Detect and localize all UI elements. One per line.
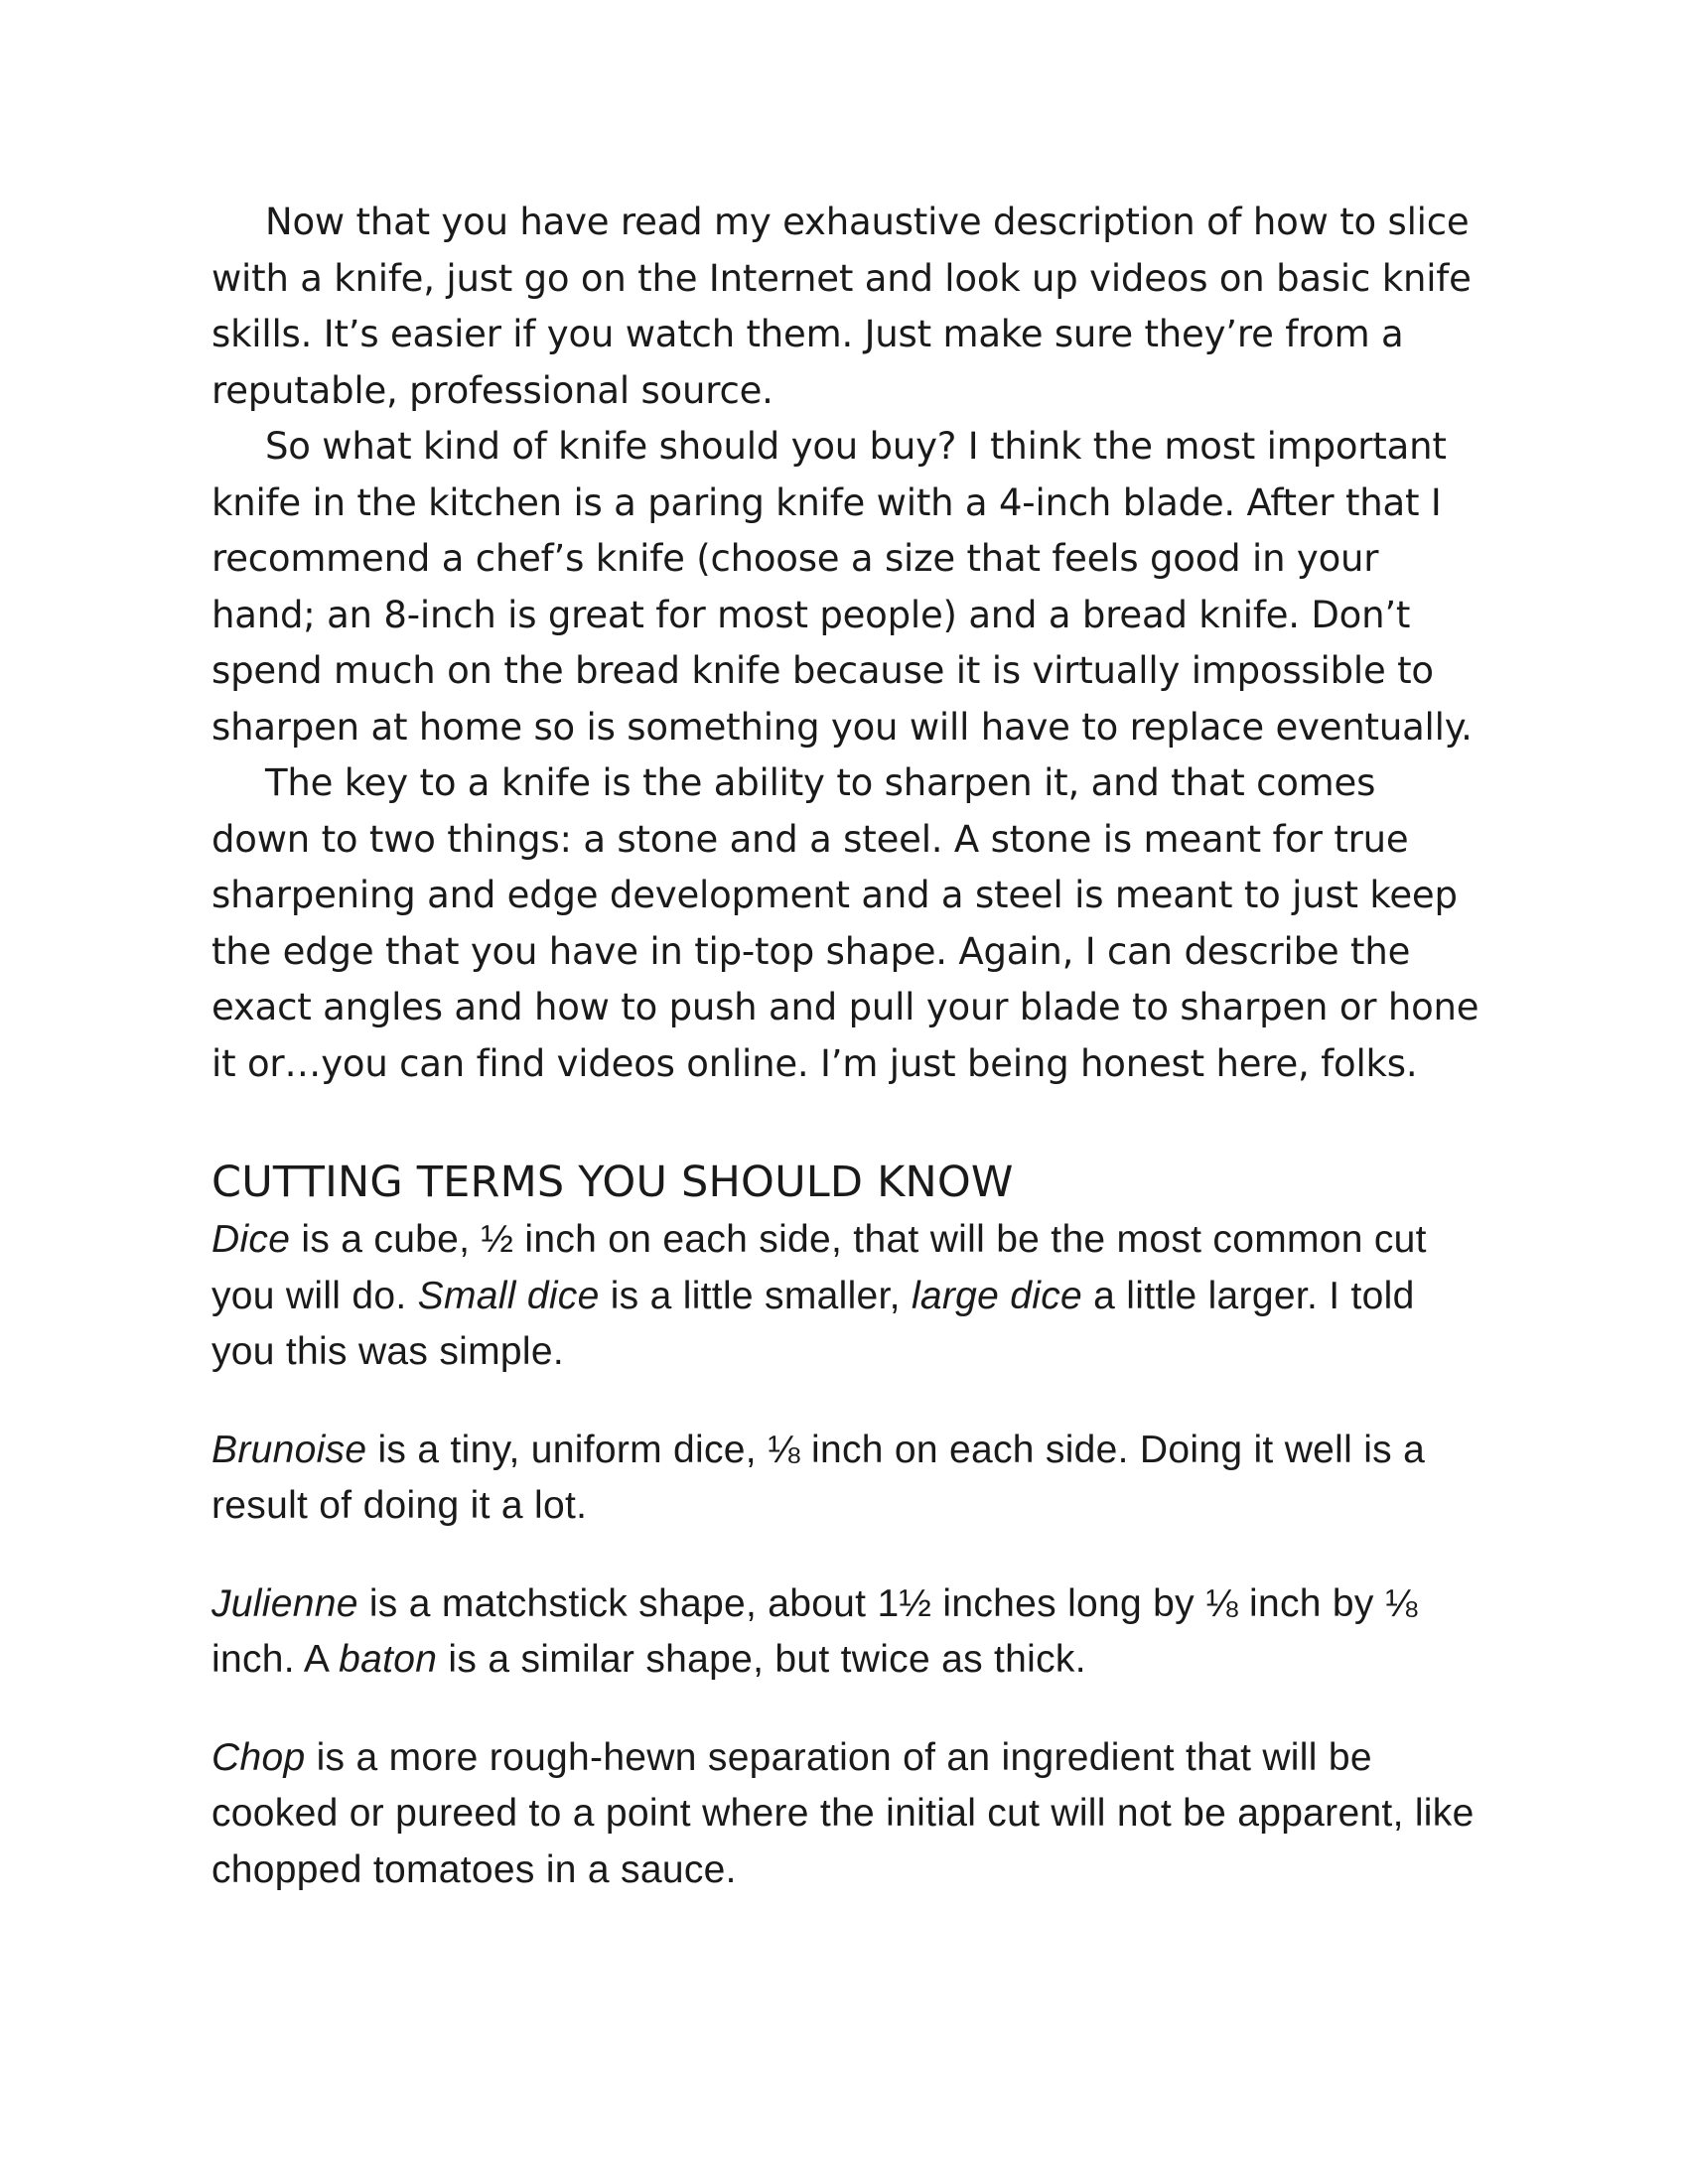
term-name: Brunoise <box>211 1428 367 1471</box>
term-name: Small dice <box>417 1274 600 1317</box>
term-brunoise <box>211 1423 1482 1535</box>
term-name: large dice <box>911 1274 1083 1317</box>
term-text: a little larger. I told you this was simple. <box>211 1274 1415 1373</box>
term-text: is a more rough-hewn separation of an ingredient that will be cooked or pureed to a point where the initial cut will not be apparent, like chopped tomatoes in a sauce. <box>211 1735 1475 1891</box>
term-name: Chop <box>211 1735 306 1779</box>
paragraph-sharpening: The key to a knife is the ability to sharpen it, and that comes down to two things: a stone and a steel. A stone is meant for true sharpening and edge development and a steel is meant to just keep the edge that you have in tip-top shape. Again, I can describe the exact angles and how to push and pull your blade to sharpen or hone it or…you can find videos online. I’m just being honest here, folks. <box>211 761 1479 1085</box>
term-text: is a matchstick shape, about 1½ inches long by ⅛ inch by ⅛ inch. A <box>211 1581 1418 1681</box>
paragraph-knife-videos: Now that you have read my exhaustive description of how to slice with a knife, just go on the Internet and look up videos on basic knife skills. It’s easier if you watch them. Just make sure they’re from a reputable, professional source. <box>211 201 1472 412</box>
page-content <box>211 195 1482 1898</box>
term-dice <box>211 1212 1482 1381</box>
paragraph-which-knife: So what kind of knife should you buy? I think the most important knife in the kitchen is a paring knife with a 4-inch blade. After that I recommend a chef’s knife (choose a size that feels good in your hand; an 8-inch is great for most people) and a bread knife. Don’t spend much on the bread knife because it is virtually impossible to sharpen at home so is something you will have to replace eventually. <box>211 425 1473 749</box>
term-name: Julienne <box>211 1581 358 1625</box>
term-text: is a little smaller, <box>599 1274 912 1317</box>
term-name: baton <box>339 1638 438 1681</box>
section-heading: CUTTING TERMS YOU SHOULD KNOW <box>211 1158 1014 1207</box>
term-name: Dice <box>211 1218 291 1261</box>
term-text: is a tiny, uniform dice, ⅛ inch on each side. Doing it well is a result of doing it a lot. <box>211 1428 1426 1527</box>
term-text: is a cube, ½ inch on each side, that will be the most common cut you will do. <box>211 1218 1427 1317</box>
term-julienne <box>211 1576 1482 1689</box>
term-chop <box>211 1730 1482 1899</box>
term-text: is a similar shape, but twice as thick. <box>437 1638 1086 1681</box>
